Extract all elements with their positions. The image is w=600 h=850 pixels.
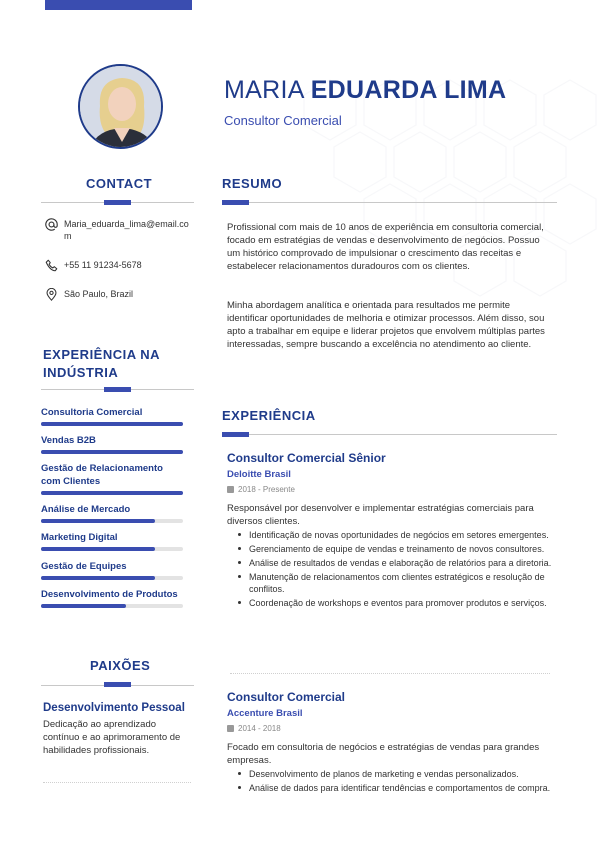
experience-title: EXPERIÊNCIA <box>222 408 316 423</box>
skill-bar-track <box>41 604 183 608</box>
passion-item-text: Dedicação ao aprendizado contínuo e ao aprimoramento de habilidades profissionais. <box>43 719 181 756</box>
industry-title-line1: EXPERIÊNCIA NA <box>43 347 161 362</box>
industry-accent <box>104 387 131 392</box>
skill-item <box>41 560 183 580</box>
skill-item <box>41 531 183 551</box>
job-dates-text: 2018 - Presente <box>238 485 295 494</box>
profile-photo-icon <box>80 66 163 149</box>
job-company: Accenture Brasil <box>227 708 303 719</box>
skill-bar-fill <box>41 450 183 454</box>
job-entry <box>227 690 557 796</box>
passion-item-title: Desenvolvimento Pessoal <box>43 702 185 714</box>
skill-bar-track <box>41 422 183 426</box>
skill-label: Desenvolvimento de Produtos <box>41 589 178 600</box>
job-dates <box>227 485 557 494</box>
skill-bar-fill <box>41 491 183 495</box>
phone-text: +55 11 91234-5678 <box>64 260 142 270</box>
job-company: Deloitte Brasil <box>227 469 291 480</box>
skill-bar-track <box>41 491 183 495</box>
job-bullet: Coordenação de workshops e eventos para promover produtos e serviços. <box>227 597 557 609</box>
skill-bar-fill <box>41 576 155 580</box>
job-bullet: Manutenção de relacionamentos com clientes estratégicos e resolução de conflitos. <box>227 571 557 595</box>
contact-location <box>45 288 133 301</box>
phone-icon <box>45 259 58 272</box>
industry-title <box>43 346 160 382</box>
skill-item <box>41 434 183 454</box>
skill-bar-track <box>41 519 183 523</box>
summary-accent <box>222 200 249 205</box>
job-role: Consultor Comercial Sênior <box>227 451 386 465</box>
contact-accent <box>104 200 131 205</box>
skill-label: Vendas B2B <box>41 435 96 446</box>
job-title: Consultor Comercial <box>224 113 342 128</box>
contact-email[interactable] <box>45 218 195 242</box>
skill-label: Marketing Digital <box>41 532 118 543</box>
first-name: MARIA <box>224 76 305 104</box>
contact-title: CONTACT <box>86 176 153 191</box>
skill-bar-fill <box>41 422 183 426</box>
experience-divider <box>222 434 557 435</box>
contact-phone[interactable] <box>45 259 142 272</box>
skill-item <box>41 462 183 495</box>
passions-title: PAIXÕES <box>90 658 151 673</box>
job-bullet: Identificação de novas oportunidades de negócios em setores emergentes. <box>227 529 557 541</box>
map-pin-icon <box>45 288 58 301</box>
at-icon <box>45 218 58 231</box>
skill-bar-fill <box>41 519 155 523</box>
job-bullet: Análise de resultados de vendas e elaboração de relatórios para a diretoria. <box>227 557 557 569</box>
skill-bar-fill <box>41 604 126 608</box>
summary-title: RESUMO <box>222 176 283 191</box>
skill-bar-track <box>41 547 183 551</box>
job-bullets <box>227 768 557 794</box>
skill-item <box>41 406 183 426</box>
skill-label: Gestão de Relacionamento com Clientes <box>41 463 163 487</box>
skill-label: Gestão de Equipes <box>41 561 127 572</box>
job-bullet: Análise de dados para identificar tendências e comportamentos de compra. <box>227 782 557 794</box>
email-text: Maria_eduarda_lima@email.com <box>64 219 189 241</box>
last-name: EDUARDA LIMA <box>310 76 507 104</box>
skill-item <box>41 588 183 608</box>
experience-accent <box>222 432 249 437</box>
passions-accent <box>104 682 131 687</box>
job-bullet: Desenvolvimento de planos de marketing e vendas personalizados. <box>227 768 557 780</box>
job-bullets <box>227 529 557 609</box>
summary-divider <box>222 202 557 203</box>
job-entry <box>227 451 557 611</box>
summary-paragraph-2: Minha abordagem analítica e orientada para resultados me permite identificar oportunidades de melhoria e otimizar processos. Além disso, sou apto a trabalhar em equipe e liderar projetos que envolvem múltiplas partes interessadas, sempre buscando a excelência no atendimento ao cliente. <box>227 300 545 350</box>
skill-label: Consultoria Comercial <box>41 407 143 418</box>
job-dotted-divider <box>230 673 550 674</box>
top-accent-bar <box>45 0 192 10</box>
job-bullet: Gerenciamento de equipe de vendas e treinamento de novos consultores. <box>227 543 557 555</box>
calendar-icon <box>227 725 234 732</box>
job-dates <box>227 724 557 733</box>
calendar-icon <box>227 486 234 493</box>
skill-bar-fill <box>41 547 155 551</box>
skill-bar-track <box>41 450 183 454</box>
summary-paragraph-1: Profissional com mais de 10 anos de experiência em consultoria comercial, focado em estratégias de vendas e desenvolvimento de negócios. Possuo um histórico comprovado de impulsionar o crescimento das receitas e estabelecer relacionamentos duradouros com os clientes. <box>227 222 544 272</box>
job-role: Consultor Comercial <box>227 690 346 704</box>
avatar <box>78 64 163 149</box>
location-text: São Paulo, Brazil <box>64 289 134 299</box>
candidate-name <box>224 76 506 105</box>
industry-title-line2: INDÚSTRIA <box>43 365 119 380</box>
job-description: Focado em consultoria de negócios e estratégias de vendas para grandes empresas. <box>227 742 540 766</box>
job-dates-text: 2014 - 2018 <box>238 724 281 733</box>
job-description: Responsável por desenvolver e implementar estratégias comerciais para diversos clientes. <box>227 503 534 527</box>
skill-label: Análise de Mercado <box>41 504 131 515</box>
skill-item <box>41 503 183 523</box>
passions-dotted-divider <box>43 782 191 783</box>
skill-bar-track <box>41 576 183 580</box>
